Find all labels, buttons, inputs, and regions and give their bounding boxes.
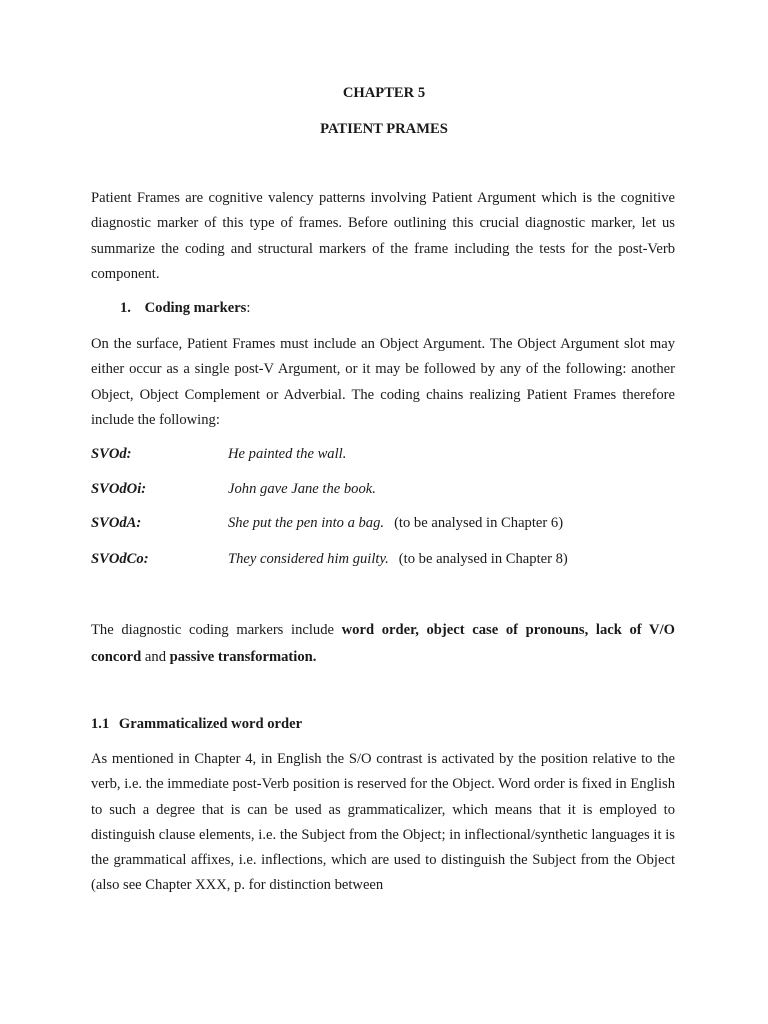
intro-paragraph: Patient Frames are cognitive valency patterns involving Patient Argument which is the cognitive diagnostic marker of this type of frames. Before outlining this crucial diagnostic marker, let us summarize the coding and structural markers of the frame including the tests for the post-Verb component. (91, 190, 675, 282)
example-label: SVOd: (91, 446, 132, 462)
chapter-title: PATIENT PRAMES (320, 121, 448, 137)
example-sentence: John gave Jane the book. (228, 481, 376, 497)
diagnostic-paragraph: The diagnostic coding markers include word order, object case of pronouns, lack of V/O concord and passive transformation. (91, 622, 675, 665)
example-sentence: She put the pen into a bag. (to be analysed in Chapter 6) (228, 515, 564, 531)
example-sentence: They considered him guilty. (to be analysed in Chapter 8) (228, 551, 568, 567)
example-row (91, 481, 691, 503)
example-row (91, 446, 691, 468)
list-item-coding-markers (120, 300, 250, 317)
example-note: (to be analysed in Chapter 8) (398, 551, 568, 567)
diagnostic-bold-1: word order, object case of pronouns, lack of V/O concord (91, 622, 675, 665)
section-heading (91, 716, 302, 733)
example-label: SVOdOi: (91, 481, 147, 497)
example-label: SVOdA: (91, 515, 142, 531)
example-label: SVOdCo: (91, 551, 149, 567)
example-sentence: He painted the wall. (228, 446, 347, 462)
chapter-heading: CHAPTER 5 (342, 85, 426, 101)
example-row (91, 515, 691, 537)
coding-paragraph: On the surface, Patient Frames must include an Object Argument. The Object Argument slot may either occur as a single post-V Argument, or it may be followed by any of the following: another Object, Object Complement or Adverbial. The coding chains realizing Patient Frames therefore include the following: (91, 336, 675, 428)
list-item-colon: : (246, 300, 251, 316)
list-item-number: 1. (120, 300, 131, 316)
list-item-title: Coding markers (144, 300, 247, 316)
example-note: (to be analysed in Chapter 6) (394, 515, 564, 531)
diagnostic-bold-2: passive transformation. (169, 648, 317, 665)
section-title: Grammaticalized word order (118, 716, 303, 732)
example-row (91, 551, 691, 573)
section-number: 1.1 (91, 716, 110, 732)
section-paragraph: As mentioned in Chapter 4, in English the S/O contrast is activated by the position relative to the verb, i.e. the immediate post-Verb position is reserved for the Object. Word order is fixed in English to such a degree that is can be used as grammaticalizer, which means that it is employed to distinguish clause elements, i.e. the Subject from the Object; in inflectional/synthetic languages it is the grammatical affixes, i.e. inflections, which are used to distinguish the Subject from the Object (also see Chapter XXX, p. for distinction between (91, 751, 675, 894)
